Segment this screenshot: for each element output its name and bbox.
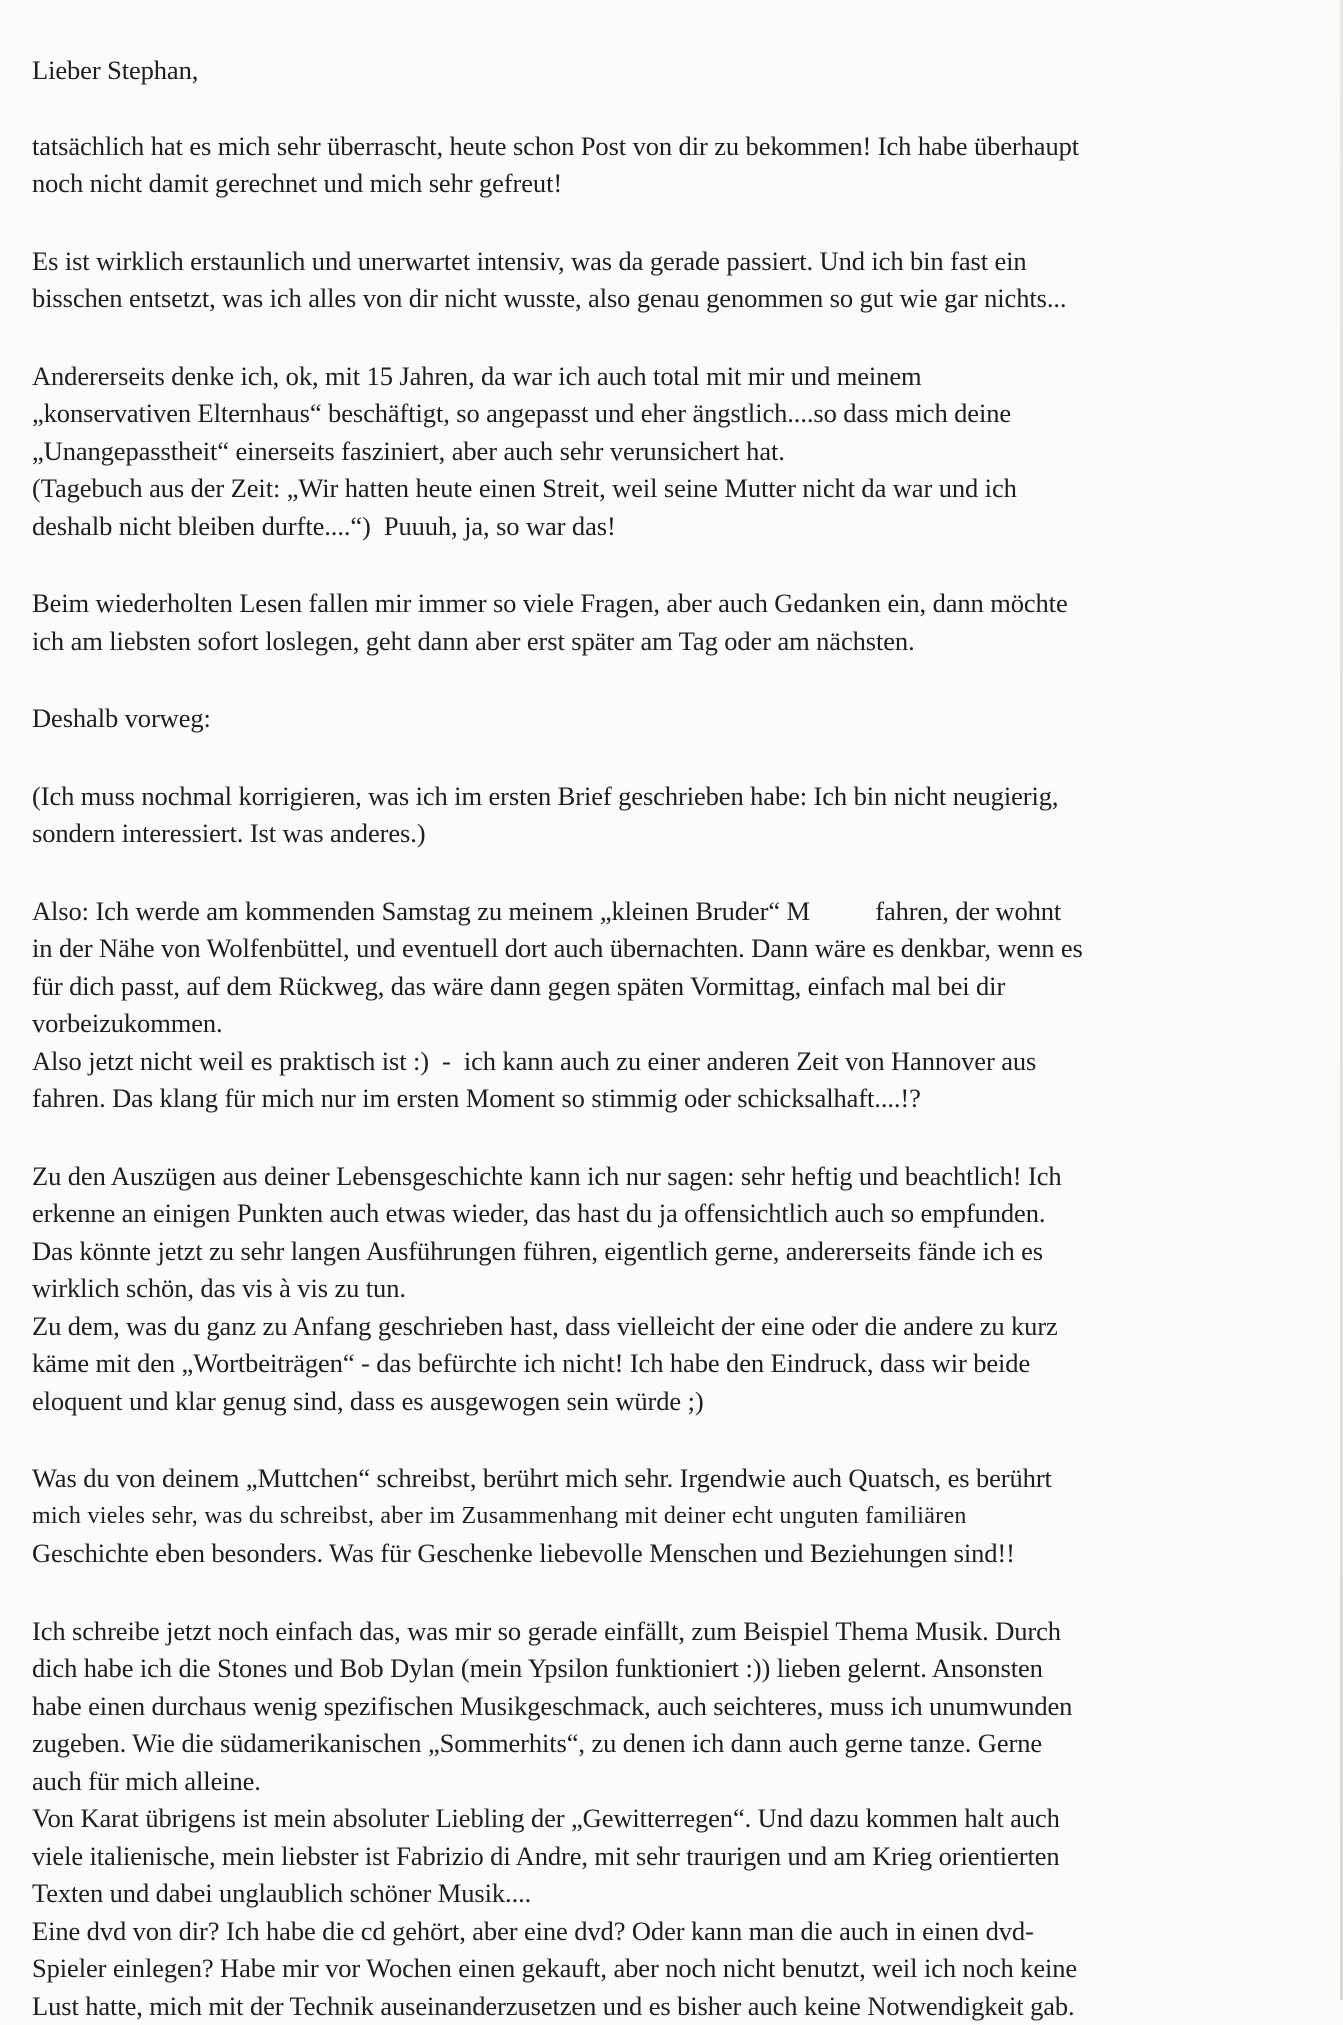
text-line: wirklich schön, das vis à vis zu tun. (32, 1270, 1322, 1308)
text-line: in der Nähe von Wolfenbüttel, und eventuell dort auch übernachten. Dann wäre es denkbar, wenn es (32, 930, 1322, 968)
text-line: „konservativen Elternhaus“ beschäftigt, so angepasst und eher ängstlich....so dass mich deine (32, 395, 1322, 433)
paragraph (32, 1613, 1322, 2025)
paragraph (32, 585, 1322, 660)
text-line: Geschichte eben besonders. Was für Geschenke liebevolle Menschen und Beziehungen sind!! (32, 1535, 1322, 1573)
paragraph-gap (32, 203, 1322, 243)
paragraph (32, 358, 1322, 546)
paragraph (32, 700, 1322, 738)
paragraph (32, 243, 1322, 318)
text-line: Es ist wirklich erstaunlich und unerwartet intensiv, was da gerade passiert. Und ich bin fast ein (32, 243, 1322, 281)
text-line: Zu dem, was du ganz zu Anfang geschrieben hast, dass vielleicht der eine oder die andere zu kurz (32, 1308, 1322, 1346)
paragraph (32, 1158, 1322, 1421)
text-line: Texten und dabei unglaublich schöner Musik.... (32, 1875, 1322, 1913)
text-line: käme mit den „Wortbeiträgen“ - das befürchte ich nicht! Ich habe den Eindruck, dass wir beide (32, 1345, 1322, 1383)
text-line: auch für mich alleine. (32, 1763, 1322, 1801)
text-line: Andererseits denke ich, ok, mit 15 Jahren, da war ich auch total mit mir und meinem (32, 358, 1322, 396)
paragraph (32, 893, 1322, 1118)
paragraph (32, 128, 1322, 203)
text-line: Also jetzt nicht weil es praktisch ist :) - ich kann auch zu einer anderen Zeit von Hannover aus (32, 1043, 1322, 1081)
paragraph-gap (32, 738, 1322, 778)
text-line: deshalb nicht bleiben durfte....“) Puuuh, ja, so war das! (32, 508, 1322, 546)
text-line: für dich passt, auf dem Rückweg, das wäre dann gegen späten Vormittag, einfach mal bei dir (32, 968, 1322, 1006)
text-line: (Ich muss nochmal korrigieren, was ich im ersten Brief geschrieben habe: Ich bin nicht neugierig, (32, 778, 1322, 816)
text-line: Was du von deinem „Muttchen“ schreibst, berührt mich sehr. Irgendwie auch Quatsch, es berührt (32, 1460, 1322, 1498)
text-line: Deshalb vorweg: (32, 700, 1322, 738)
paragraph-gap (32, 1420, 1322, 1460)
letter-paragraphs (32, 128, 1322, 2025)
text-line: Lust hatte, mich mit der Technik auseinanderzusetzen und es bisher auch keine Notwendigkeit gab. (32, 1988, 1322, 2025)
text-line: sondern interessiert. Ist was anderes.) (32, 815, 1322, 853)
text-line: dich habe ich die Stones und Bob Dylan (mein Ypsilon funktioniert :)) lieben gelernt. Ansonsten (32, 1650, 1322, 1688)
paragraph-gap (32, 853, 1322, 893)
text-line: Von Karat übrigens ist mein absoluter Liebling der „Gewitterregen“. Und dazu kommen halt auch (32, 1800, 1322, 1838)
paragraph (32, 778, 1322, 853)
salutation: Lieber Stephan, (32, 52, 1322, 90)
paragraph-gap (32, 545, 1322, 585)
text-line: noch nicht damit gerechnet und mich sehr gefreut! (32, 165, 1322, 203)
text-line: Beim wiederholten Lesen fallen mir immer so viele Fragen, aber auch Gedanken ein, dann möchte (32, 585, 1322, 623)
text-line: Spieler einlegen? Habe mir vor Wochen einen gekauft, aber noch nicht benutzt, weil ich noch keine (32, 1950, 1322, 1988)
paragraph (32, 1460, 1322, 1573)
text-line: Eine dvd von dir? Ich habe die cd gehört, aber eine dvd? Oder kann man die auch in einen dvd- (32, 1913, 1322, 1951)
text-line: mich vieles sehr, was du schreibst, aber im Zusammenhang mit deiner echt unguten familiären (32, 1498, 1322, 1536)
text-line: ich am liebsten sofort loslegen, geht dann aber erst später am Tag oder am nächsten. (32, 623, 1322, 661)
text-line: Zu den Auszügen aus deiner Lebensgeschichte kann ich nur sagen: sehr heftig und beachtlich! Ich (32, 1158, 1322, 1196)
text-line: bisschen entsetzt, was ich alles von dir nicht wusste, also genau genommen so gut wie gar nichts... (32, 280, 1322, 318)
paragraph-gap (32, 660, 1322, 700)
text-line: Ich schreibe jetzt noch einfach das, was mir so gerade einfällt, zum Beispiel Thema Musik. Durch (32, 1613, 1322, 1651)
text-line: habe einen durchaus wenig spezifischen Musikgeschmack, auch seichteres, muss ich unumwunden (32, 1688, 1322, 1726)
paragraph-gap (32, 1118, 1322, 1158)
text-line: eloquent und klar genug sind, dass es ausgewogen sein würde ;) (32, 1383, 1322, 1421)
text-line: viele italienische, mein liebster ist Fabrizio di Andre, mit sehr traurigen und am Krieg orientierten (32, 1838, 1322, 1876)
text-line: zugeben. Wie die südamerikanischen „Sommerhits“, zu denen ich dann auch gerne tanze. Gerne (32, 1725, 1322, 1763)
text-line: (Tagebuch aus der Zeit: „Wir hatten heute einen Streit, weil seine Mutter nicht da war und ich (32, 470, 1322, 508)
text-line: fahren. Das klang für mich nur im ersten Moment so stimmig oder schicksalhaft....!? (32, 1080, 1322, 1118)
text-line: erkenne an einigen Punkten auch etwas wieder, das hast du ja offensichtlich auch so empfunden. (32, 1195, 1322, 1233)
paragraph-gap (32, 1573, 1322, 1613)
letter-body (32, 52, 1322, 2025)
text-line: Das könnte jetzt zu sehr langen Ausführungen führen, eigentlich gerne, andererseits fände ich es (32, 1233, 1322, 1271)
text-line: vorbeizukommen. (32, 1005, 1322, 1043)
paragraph-gap (32, 318, 1322, 358)
text-line: „Unangepasstheit“ einerseits fasziniert, aber auch sehr verunsichert hat. (32, 433, 1322, 471)
text-line: tatsächlich hat es mich sehr überrascht, heute schon Post von dir zu bekommen! Ich habe überhaupt (32, 128, 1322, 166)
text-line: Also: Ich werde am kommenden Samstag zu meinem „kleinen Bruder“ M fahren, der wohnt (32, 893, 1322, 931)
